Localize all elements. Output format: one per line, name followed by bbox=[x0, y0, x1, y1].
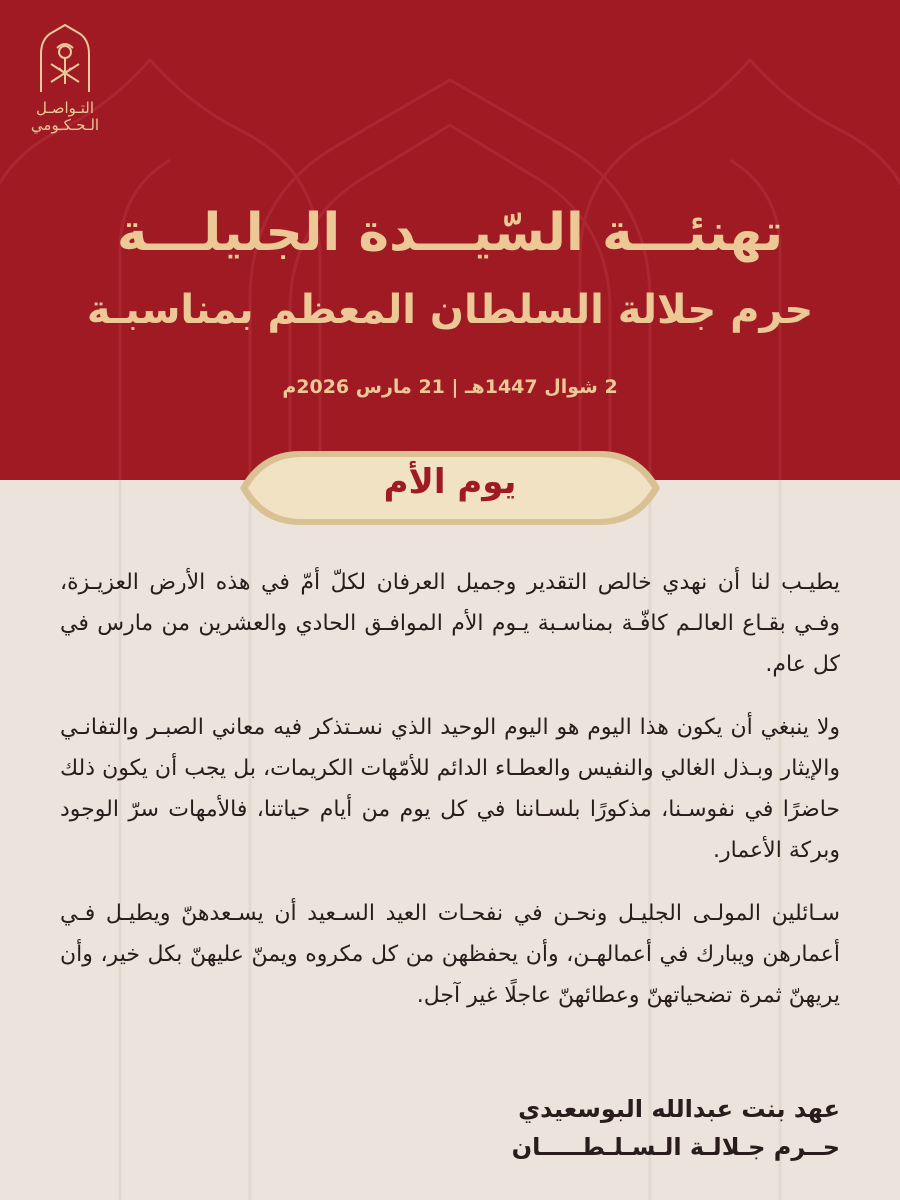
signature-name: عهد بنت عبدالله البوسعيدي bbox=[518, 1095, 840, 1123]
paragraph-3: سـائلين المولـى الجليـل ونحـن في نفحـات العيد السـعيد أن يسـعدهنّ ويطيـل فـي أعمارهن ويبارك في أعمالهـن، وأن يحفظهن من كل مكروه ويمنّ عليهنّ بكل خير، وأن يريهنّ ثمرة تضحياتهنّ وعطائهنّ عاجلًا غير آجل. bbox=[60, 901, 840, 1008]
title-banner bbox=[230, 443, 670, 533]
logo-text bbox=[31, 100, 99, 134]
oman-emblem-icon bbox=[35, 24, 95, 94]
header-section bbox=[0, 0, 900, 480]
logo bbox=[20, 24, 110, 144]
signature-block bbox=[60, 1090, 840, 1166]
message-body bbox=[60, 562, 840, 1038]
banner-label: يوم الأم bbox=[383, 462, 517, 502]
page-subtitle: حرم جلالة السلطان المعظم بمناسبـة bbox=[86, 287, 814, 333]
logo-line-1: التـواصـل bbox=[35, 99, 95, 117]
date-line: 2 شوال 1447هـ | 21 مارس 2026م bbox=[282, 376, 618, 398]
paragraph-1: يطيـب لنا أن نهدي خالص التقدير وجميل العرفان لكلّ أمّ في هذه الأرض العزيـزة، وفـي بقـاع العالـم كافّـة بمناسـبة يـوم الأم الموافـق الحادي والعشرين من مارس في كل عام. bbox=[60, 570, 840, 677]
paragraph-2: ولا ينبغي أن يكون هذا اليوم هو اليوم الوحيد الذي نسـتذكر فيه معاني الصبـر والتفانـي والإيثار وبـذل الغالي والنفيس والعطـاء الدائم للأمّهات الكريمات، بل يجب أن يكون ذلك حاضرًا في نفوسـنا، مذكورًا بلسـاننا في كل يوم من أيام حياتنا، فالأمهات سرّ الوجود وبركة الأعمار. bbox=[60, 715, 840, 863]
signature-title: حــرم جـلالـة الـسـلـطـــــان bbox=[511, 1133, 840, 1161]
logo-line-2: الـحـكـومي bbox=[30, 116, 100, 134]
page-title: تهنئـــة السّيـــدة الجليلـــة bbox=[116, 203, 784, 263]
